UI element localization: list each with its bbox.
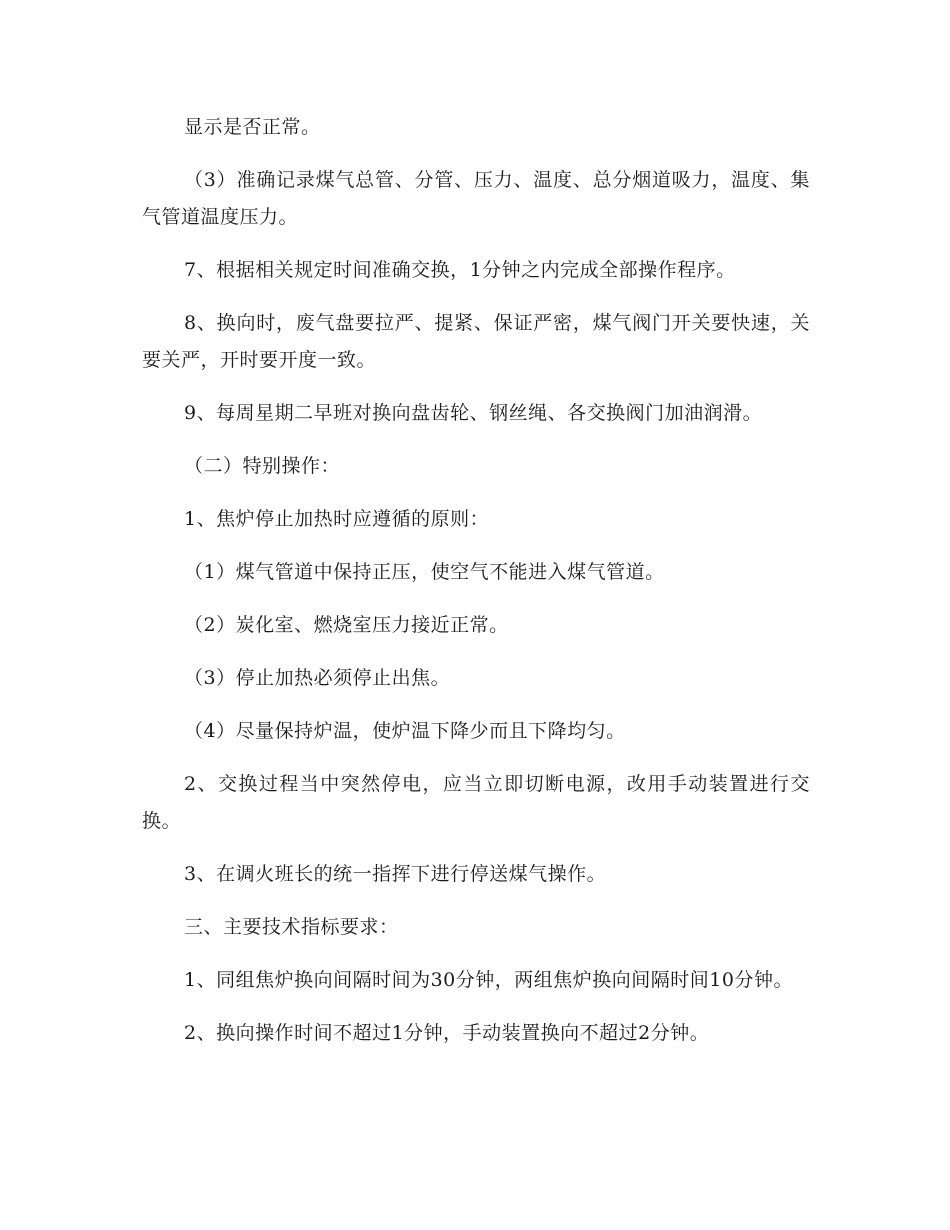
paragraph: 1、焦炉停止加热时应遵循的原则： [184,508,490,530]
paragraph: 显示是否正常。 [184,116,321,138]
paragraph: 7、根据相关规定时间准确交换，1分钟之内完成全部操作程序。 [184,259,736,281]
section-heading: （二）特别操作： [184,455,341,477]
list-item: （4）尽量保持炉温，使炉温下降少而且下降均匀。 [184,720,626,742]
list-item: （3）停止加热必须停止出焦。 [184,667,451,689]
paragraph: 2、交换过程当中突然停电，应当立即切断电源，改用手动装置进行交换。 [142,773,810,832]
paragraph: 2、换向操作时间不超过1分钟，手动装置换向不超过2分钟。 [184,1022,710,1044]
section-heading: 三、主要技术指标要求： [184,916,399,938]
paragraph: 9、每周星期二早班对换向盘齿轮、钢丝绳、各交换阀门加油润滑。 [184,402,763,424]
paragraph: （3）准确记录煤气总管、分管、压力、温度、总分烟道吸力，温度、集气管道温度压力。 [142,169,810,228]
document-body [142,109,810,1068]
list-item: （1）煤气管道中保持正压，使空气不能进入煤气管道。 [184,561,665,583]
paragraph: 8、换向时，废气盘要拉严、提紧、保证严密，煤气阀门开关要快速，关要关严，开时要开度一致。 [142,312,810,371]
list-item: （2）炭化室、燃烧室压力接近正常。 [184,614,509,636]
paragraph: 1、同组焦炉换向间隔时间为30分钟，两组焦炉换向间隔时间10分钟。 [184,969,793,991]
paragraph: 3、在调火班长的统一指挥下进行停送煤气操作。 [184,863,607,885]
